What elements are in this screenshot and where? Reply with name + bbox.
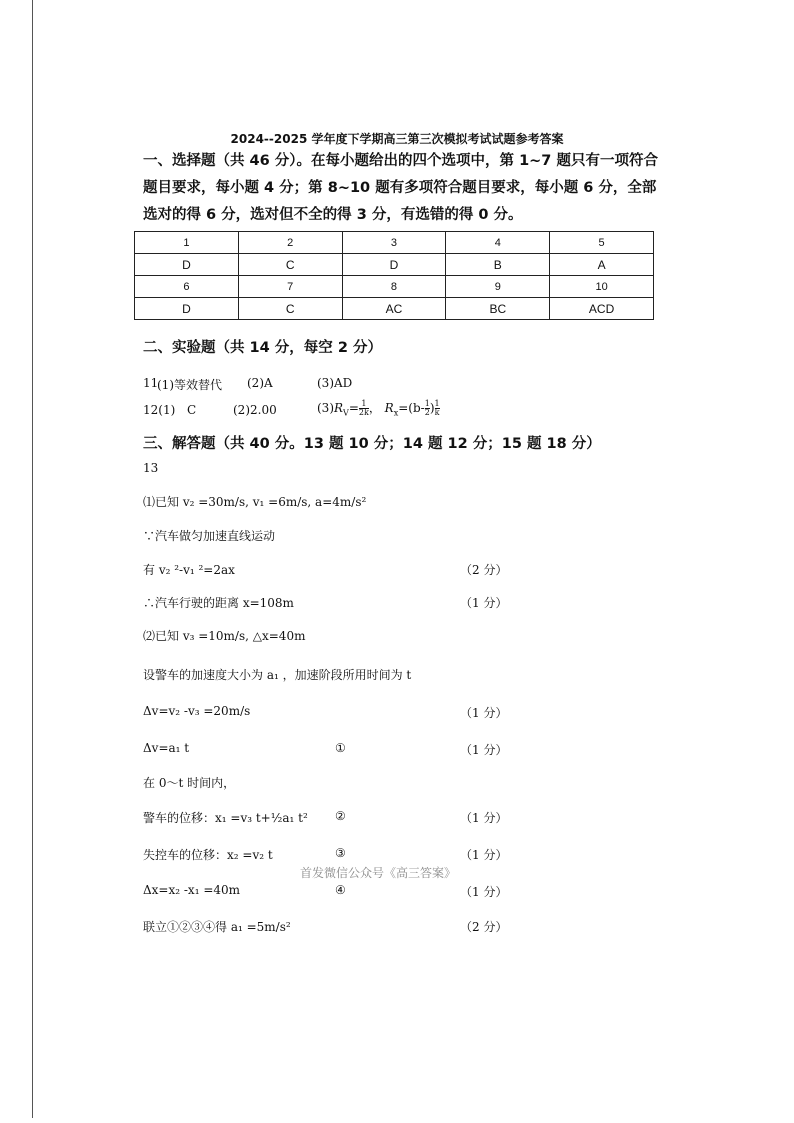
q13-number: 13 — [143, 461, 159, 475]
score-label: （1 分） — [460, 743, 508, 757]
score-label: （2 分） — [460, 920, 508, 934]
q11-number: 11 — [143, 376, 159, 390]
equation-mark: ③ — [335, 846, 346, 860]
solution-line: ⑵已知 v₃ =10m/s, △x=40m — [143, 629, 306, 643]
table-cell: 7 — [238, 276, 342, 298]
score-label: （1 分） — [460, 885, 508, 899]
score-label: （1 分） — [460, 811, 508, 825]
q12-answer-3: $(3)R_V=$ $\frac{1}{2k}$ ， $R_x=(b-$ $\frac{1}{2}$ ) $\frac{1}{k}$ — [317, 399, 440, 418]
q12-number: 12(1) — [143, 403, 176, 417]
table-cell: C — [238, 254, 342, 276]
q11-answer-2: (2)A — [247, 376, 273, 390]
table-cell: BC — [446, 298, 550, 320]
q11-answer-3: (3)AD — [317, 376, 353, 390]
score-label: （1 分） — [460, 848, 508, 862]
table-cell: 8 — [342, 276, 446, 298]
answer-table — [134, 231, 654, 320]
solution-line: 设警车的加速度大小为 a₁ ，加速阶段所用时间为 t — [143, 668, 412, 682]
table-cell: D — [342, 254, 446, 276]
table-cell: 1 — [135, 232, 239, 254]
fraction: $\frac{1}{k}$ — [434, 399, 440, 417]
table-cell: ACD — [550, 298, 654, 320]
table-cell: 10 — [550, 276, 654, 298]
solution-line: ⑴已知 v₂ =30m/s, v₁ =6m/s, a=4m/s² — [143, 495, 367, 509]
fraction: $\frac{1}{2k}$ — [358, 399, 369, 417]
table-cell: AC — [342, 298, 446, 320]
table-cell: A — [550, 254, 654, 276]
solution-line: 在 0～t 时间内， — [143, 776, 236, 790]
table-cell: B — [446, 254, 550, 276]
score-label: （1 分） — [460, 596, 508, 610]
solution-line: ∵汽车做匀加速直线运动 — [143, 529, 276, 543]
equation-mark: ④ — [335, 883, 346, 897]
solution-line: 失控车的位移：x₂ =v₂ t — [143, 848, 273, 862]
section2-heading: 二、实验题（共 14 分，每空 2 分） — [143, 340, 382, 356]
solution-line: Δv=a₁ t — [143, 741, 190, 755]
page-title: 2024--2025 学年度下学期高三第三次模拟考试试题参考答案 — [230, 132, 564, 146]
section3-heading: 三、解答题（共 40 分。13 题 10 分；14 题 12 分；15 题 18 分） — [143, 436, 601, 452]
solution-line: ∴汽车行驶的距离 x=108m — [143, 596, 294, 610]
score-label: （2 分） — [460, 563, 508, 577]
q11-answer-1: (1)等效替代 — [157, 378, 222, 392]
table-cell: C — [238, 298, 342, 320]
solution-line: Δx=x₂ -x₁ =40m — [143, 883, 241, 897]
table-cell: 5 — [550, 232, 654, 254]
q12-answer-1: C — [187, 403, 197, 417]
q12-answer-2: (2)2.00 — [233, 403, 277, 417]
solution-line: 联立①②③④得 a₁ =5m/s² — [143, 920, 291, 934]
table-cell: D — [135, 298, 239, 320]
table-cell: 6 — [135, 276, 239, 298]
equation-mark: ① — [335, 741, 346, 755]
score-label: （1 分） — [460, 706, 508, 720]
section1-heading: 一、选择题（共 46 分）。在每小题给出的四个选项中，第 1~7 题只有一项符合题目要求，每小题 4 分；第 8~10 题有多项符合题目要求，每小题 6 分，全部选对的得 6 分，选对但不全的得 3 分，有选错的得 0 分。 — [143, 153, 658, 223]
solution-line: 有 v₂ ²-v₁ ²=2ax — [143, 563, 235, 577]
table-cell: 4 — [446, 232, 550, 254]
fraction: $\frac{1}{2}$ — [424, 399, 430, 417]
watermark-text: 首发微信公众号《高三答案》 — [300, 866, 457, 880]
solution-line: Δv=v₂ -v₃ =20m/s — [143, 704, 251, 718]
page-margin-line — [32, 0, 33, 1118]
table-cell: 3 — [342, 232, 446, 254]
table-cell: 2 — [238, 232, 342, 254]
table-cell: 9 — [446, 276, 550, 298]
equation-mark: ② — [335, 809, 346, 823]
solution-line: 警车的位移：x₁ =v₃ t+½a₁ t² — [143, 811, 308, 825]
table-cell: D — [135, 254, 239, 276]
